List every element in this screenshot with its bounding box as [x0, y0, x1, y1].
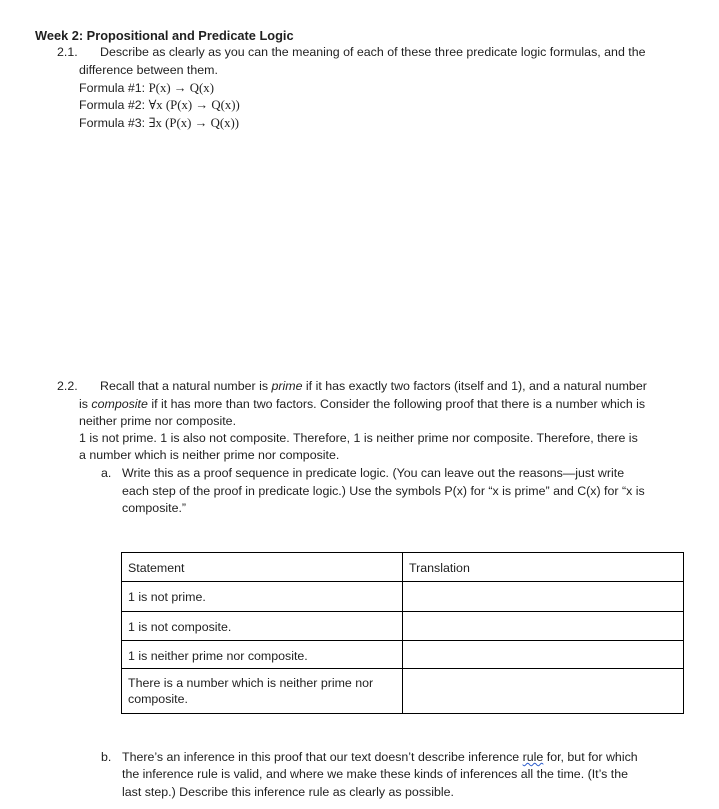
question-2-2-text-line1	[100, 378, 647, 395]
table-row	[122, 612, 684, 641]
text-span: if it has more than two factors. Consider the following proof that there is a number which is	[147, 397, 646, 411]
table-row	[122, 582, 684, 612]
translation-cell[interactable]	[403, 612, 684, 641]
question-2-2-text-line2	[79, 396, 645, 413]
formula-2	[79, 97, 240, 114]
part-b-line3: last step.) Describe this inference rule as clearly as possible.	[122, 785, 454, 799]
formula-3-expression: ∃x (P(x) → Q(x))	[148, 116, 240, 130]
formula-2-label: Formula #2:	[79, 98, 149, 112]
text-span: There’s an inference in this proof that our text doesn’t describe inference	[122, 750, 523, 764]
formula-3	[79, 115, 239, 132]
statement-line: composite.	[128, 692, 188, 706]
text-span: if it has exactly two factors (itself and 1), and a natural number	[302, 379, 647, 393]
formula-1-label: Formula #1:	[79, 81, 149, 95]
part-b-marker: b.	[101, 750, 112, 764]
question-2-1-text-line2: difference between them.	[79, 63, 218, 77]
formula-2-expression: ∀x (P(x) → Q(x))	[148, 98, 240, 112]
table-row	[122, 641, 684, 669]
part-a-line2: each step of the proof in predicate logic.) Use the symbols P(x) for “x is prime” and C(x) for “x is	[122, 484, 645, 498]
formula-1-expression: P(x) → Q(x)	[148, 81, 214, 95]
prime-term: prime	[271, 379, 303, 393]
part-a-line1: Write this as a proof sequence in predicate logic. (You can leave out the reasons—just write	[122, 466, 625, 480]
part-a-line3: composite.”	[122, 501, 187, 515]
translation-table	[121, 552, 684, 714]
proof-line1: 1 is not prime. 1 is also not composite. Therefore, 1 is neither prime nor composite. Therefore, there is	[79, 431, 638, 445]
header-translation: Translation	[403, 553, 684, 582]
part-b-line1	[122, 749, 638, 766]
statement-cell	[122, 669, 403, 714]
text-span: for, but for which	[543, 750, 638, 764]
statement-line: There is a number which is neither prime nor	[128, 676, 374, 690]
question-2-1-number: 2.1.	[57, 45, 78, 59]
header-statement: Statement	[122, 553, 403, 582]
part-a-marker: a.	[101, 466, 112, 480]
composite-term: composite	[91, 397, 148, 411]
text-span: is	[79, 397, 92, 411]
formula-1	[79, 80, 214, 97]
translation-cell[interactable]	[403, 582, 684, 612]
statement-cell: 1 is neither prime nor composite.	[122, 641, 403, 669]
table-row	[122, 669, 684, 714]
question-2-1-text-line1: Describe as clearly as you can the meaning of each of these three predicate logic formulas, and the	[100, 45, 646, 59]
question-2-2-text-line3: neither prime nor composite.	[79, 414, 237, 428]
part-b-line2: the inference rule is valid, and where we make these kinds of inferences all the time. (It’s the	[122, 767, 628, 781]
translation-cell[interactable]	[403, 669, 684, 714]
statement-cell: 1 is not composite.	[122, 612, 403, 641]
proof-line2: a number which is neither prime nor composite.	[79, 448, 340, 462]
formula-3-label: Formula #3:	[79, 116, 149, 130]
text-span: Recall that a natural number is	[100, 379, 272, 393]
page-title: Week 2: Propositional and Predicate Logic	[35, 28, 294, 43]
question-2-2-number: 2.2.	[57, 379, 78, 393]
table-header-row	[122, 553, 684, 582]
translation-cell[interactable]	[403, 641, 684, 669]
statement-cell: 1 is not prime.	[122, 582, 403, 612]
spellcheck-word: rule	[522, 750, 544, 764]
